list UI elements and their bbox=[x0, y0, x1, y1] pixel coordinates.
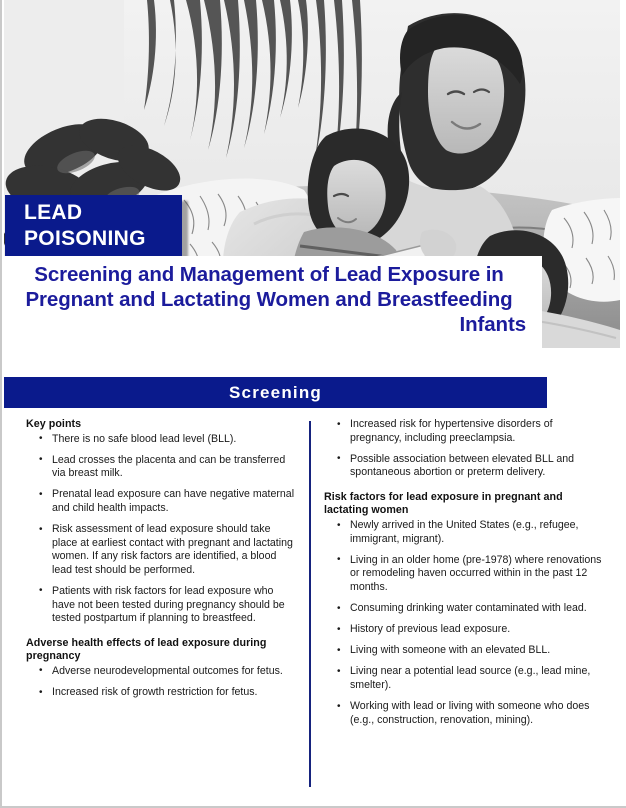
page-title-line-1: Screening and Management of Lead Exposure in bbox=[34, 263, 504, 286]
section-heading: Adverse health effects of lead exposure during pregnancy bbox=[26, 636, 267, 663]
section-banner-screening bbox=[4, 377, 547, 408]
bullet-item: • Possible association between elevated BLL and spontaneous abortion or preterm delivery. bbox=[324, 453, 604, 480]
section-heading: Key points bbox=[26, 418, 82, 430]
bullet-item: • Risk assessment of lead exposure should take place at earliest contact with pregnant and lactating women. If any risk factors are identified, a blood lead test should be performed. bbox=[26, 523, 298, 577]
bullet-item: • Working with lead or living with someone who does (e.g., construction, renovation, mining). bbox=[324, 700, 604, 727]
page-title-line-3: Infants bbox=[459, 313, 526, 336]
bullet-item: • Living with someone with an elevated BLL. bbox=[324, 644, 604, 658]
page-title bbox=[4, 262, 534, 337]
section-heading: Risk factors for lead exposure in pregnant and lactating women bbox=[324, 490, 563, 517]
bullet-item: • Increased risk of growth restriction for fetus. bbox=[26, 686, 298, 700]
column-divider bbox=[309, 421, 311, 787]
bullet-item: • Consuming drinking water contaminated with lead. bbox=[324, 602, 604, 616]
left-column bbox=[26, 418, 298, 707]
bullet-list bbox=[26, 433, 298, 626]
right-column bbox=[324, 418, 604, 735]
bullet-list bbox=[324, 418, 604, 480]
bullet-item: • History of previous lead exposure. bbox=[324, 623, 604, 637]
section-banner-label: Screening bbox=[229, 382, 322, 402]
bullet-item: • Adverse neurodevelopmental outcomes for fetus. bbox=[26, 665, 298, 679]
bullet-item: • Living near a potential lead source (e.g., lead mine, smelter). bbox=[324, 665, 604, 692]
bullet-list bbox=[324, 519, 604, 727]
badge-line-1: LEAD bbox=[24, 200, 83, 224]
badge-line-2: POISONING bbox=[24, 226, 146, 250]
bullet-item: • Lead crosses the placenta and can be transferred via breast milk. bbox=[26, 454, 298, 481]
bullet-item: • Patients with risk factors for lead exposure who have not been tested during pregnancy should be tested postpartum if planning to breastfeed. bbox=[26, 585, 298, 626]
bullet-item: • Increased risk for hypertensive disorders of pregnancy, including preeclampsia. bbox=[324, 418, 604, 445]
bullet-item: • Newly arrived in the United States (e.g., refugee, immigrant, migrant). bbox=[324, 519, 604, 546]
bullet-list bbox=[26, 665, 298, 700]
page-title-line-2: Pregnant and Lactating Women and Breastfeeding bbox=[25, 288, 513, 311]
bullet-item: • Living in an older home (pre-1978) where renovations or remodeling haven occurred within in the past 12 months. bbox=[324, 554, 604, 595]
bullet-item: • There is no safe blood lead level (BLL). bbox=[26, 433, 298, 447]
content-columns bbox=[4, 418, 620, 788]
lead-poisoning-badge bbox=[5, 195, 182, 256]
bullet-item: • Prenatal lead exposure can have negative maternal and child health impacts. bbox=[26, 488, 298, 515]
